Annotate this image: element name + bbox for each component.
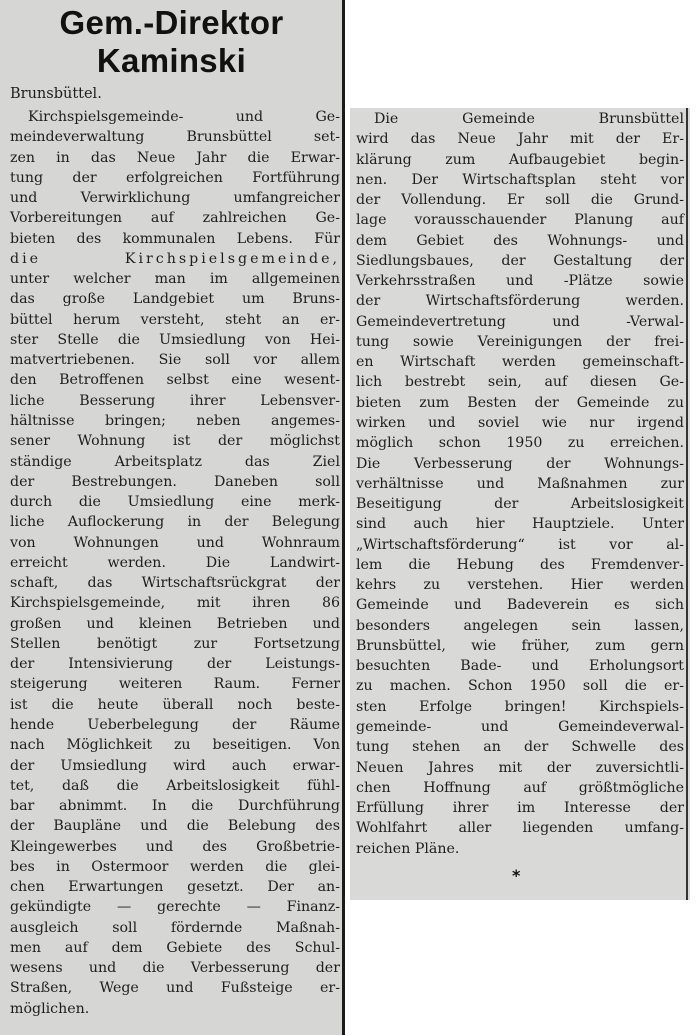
text-line: der Umsiedlung wird auch erwar- xyxy=(10,757,340,774)
text-line: Kirchspielsgemeinde- und Ge- xyxy=(28,109,340,125)
text-line: dem Gebiet des Wohnungs- und xyxy=(356,232,684,249)
text-line: möglich schon 1950 zu erreichen. xyxy=(356,435,684,452)
text-line: en Wirtschaft werden gemeinschaft- xyxy=(356,354,684,371)
text-line: erreicht werden. Die Landwirt- xyxy=(10,554,340,571)
text-line: ausgleich soll fördernde Maßnah- xyxy=(10,919,340,936)
dateline: Brunsbüttel. xyxy=(10,86,102,102)
text-line: Wohlfahrt aller liegenden umfang- xyxy=(356,820,684,837)
text-line: Gemeindevertretung und -Verwal- xyxy=(356,313,684,330)
text-line: gemeinde- und Gemeindeverwal- xyxy=(356,718,684,735)
text-line: liche Auflockerung in der Belegung xyxy=(10,514,340,531)
text-line: bar abnimmt. In die Durchführung xyxy=(10,798,340,815)
text-line: unter welcher man im allgemeinen xyxy=(10,271,340,288)
headline-line-2: Kaminski xyxy=(96,42,247,79)
right-border-rule xyxy=(686,108,688,900)
text-line: ständige Arbeitsplatz das Ziel xyxy=(10,453,340,470)
headline-line-1: Gem.-Direktor xyxy=(59,4,284,41)
left-article-column xyxy=(10,107,340,1019)
text-line: hende Ueberbelegung der Räume xyxy=(10,716,340,733)
text-line: gekündigte — gerechte — Finanz- xyxy=(10,899,340,916)
end-of-article-mark: * xyxy=(512,866,521,885)
text-line: besonders angelegen sein lassen, xyxy=(356,617,684,634)
text-line: möglichen. xyxy=(10,1000,90,1017)
text-line: Die Gemeinde Brunsbüttel xyxy=(374,111,684,127)
text-line: Brunsbüttel, wie früher, zum gern xyxy=(356,637,684,654)
text-line: Neuen Jahres mit der zuversichtli- xyxy=(356,759,684,776)
text-line: wesens und die Verbesserung der xyxy=(10,960,340,977)
text-line: ist die heute überall noch beste- xyxy=(10,696,340,713)
text-line: men auf dem Gebiete des Schul- xyxy=(10,939,340,956)
text-line: hältnisse bringen; neben angemes- xyxy=(10,412,340,429)
text-line: besuchten Bade- und Erholungsort xyxy=(356,658,684,675)
text-line: tung sowie Vereinigungen der frei- xyxy=(356,333,684,350)
text-line: tung der erfolgreichen Fortführung xyxy=(10,169,340,186)
text-line: chen Erwartungen gesetzt. Der an- xyxy=(10,879,340,896)
text-line: lich bestrebt sein, auf diesen Ge- xyxy=(356,374,684,391)
text-line: nen. Der Wirtschaftsplan steht vor xyxy=(356,171,684,188)
text-line: der Baupläne und die Belebung des xyxy=(10,818,340,835)
text-line: wird das Neue Jahr mit der Er- xyxy=(356,131,684,148)
text-line: das große Landgebiet um Bruns- xyxy=(10,291,340,308)
text-line: lem die Hebung des Fremdenver- xyxy=(356,556,684,573)
text-line: die Kirchspielsgemeinde, xyxy=(10,250,340,267)
text-line: Kirchspielsgemeinde, mit ihren 86 xyxy=(10,595,340,612)
text-line: Straßen, Wege und Fußsteige er- xyxy=(10,980,340,997)
text-line: Vorbereitungen auf zahlreichen Ge- xyxy=(10,210,340,227)
text-line: zen in das Neue Jahr die Erwar- xyxy=(10,149,340,166)
text-line: meindeverwaltung Brunsbüttel set- xyxy=(10,129,340,146)
text-line: der Bestrebungen. Daneben soll xyxy=(10,473,340,490)
text-line: bieten zum Besten der Gemeinde zu xyxy=(356,394,684,411)
right-article-column xyxy=(356,109,684,859)
text-line: Gemeinde und Badeverein es sich xyxy=(356,597,684,614)
text-line: steigerung weiteren Raum. Ferner xyxy=(10,676,340,693)
text-line: der Intensivierung der Leistungs- xyxy=(10,656,340,673)
text-line: verhältnisse und Maßnahmen zur xyxy=(356,475,684,492)
text-line: sener Wohnung ist der möglichst xyxy=(10,433,340,450)
text-line: großen und kleinen Betrieben und xyxy=(10,615,340,632)
text-line: durch die Umsiedlung eine merk- xyxy=(10,494,340,511)
text-line: nach Möglichkeit zu beseitigen. Von xyxy=(10,737,340,754)
text-line: zu machen. Schon 1950 soll die er- xyxy=(356,678,684,695)
text-line: matvertriebenen. Sie soll vor allem xyxy=(10,352,340,369)
text-line: sten Erfolge bringen! Kirchspiels- xyxy=(356,698,684,715)
text-line: Verkehrsstraßen und -Plätze sowie xyxy=(356,273,684,290)
text-line: der Vollendung. Er soll die Grund- xyxy=(356,192,684,209)
text-line: kehrs zu verstehen. Hier werden xyxy=(356,577,684,594)
text-line: reichen Pläne. xyxy=(356,840,460,857)
text-line: der Wirtschaftsförderung werden. xyxy=(356,293,684,310)
text-line: büttel herum versteht, steht an er- xyxy=(10,311,340,328)
text-line: tung stehen an der Schwelle des xyxy=(356,739,684,756)
text-line: Beseitigung der Arbeitslosigkeit xyxy=(356,496,684,513)
text-line: bes in Ostermoor werden die glei- xyxy=(10,858,340,875)
text-line: „Wirtschaftsförderung“ ist vor al- xyxy=(356,536,684,553)
text-line: den Betroffenen selbst eine wesent- xyxy=(10,372,340,389)
text-line: tet, daß die Arbeitslosigkeit fühl- xyxy=(10,777,340,794)
text-line: ster Stelle die Umsiedlung von Hei- xyxy=(10,331,340,348)
column-divider-rule xyxy=(342,0,345,1035)
text-line: und Verwirklichung umfangreicher xyxy=(10,190,340,207)
text-line: chen Hoffnung auf größtmögliche xyxy=(356,779,684,796)
text-line: Stellen benötigt zur Fortsetzung xyxy=(10,635,340,652)
text-line: Die Verbesserung der Wohnungs- xyxy=(356,455,684,472)
text-line: schaft, das Wirtschaftsrückgrat der xyxy=(10,575,340,592)
text-line: Erfüllung ihrer im Interesse der xyxy=(356,800,684,817)
text-line: Siedlungsbaues, der Gestaltung der xyxy=(356,252,684,269)
text-line: Kleingewerbes und des Großbetrie- xyxy=(10,838,340,855)
text-line: wirken und soviel wie nur irgend xyxy=(356,414,684,431)
text-line: klärung zum Aufbaugebiet begin- xyxy=(356,151,684,168)
text-line: von Wohnungen und Wohnraum xyxy=(10,534,340,551)
text-line: bieten des kommunalen Lebens. Für xyxy=(10,230,340,247)
text-line: lage vorausschauender Planung auf xyxy=(356,212,684,229)
text-line: sind auch hier Hauptziele. Unter xyxy=(356,516,684,533)
text-line: liche Besserung ihrer Lebensver- xyxy=(10,392,340,409)
